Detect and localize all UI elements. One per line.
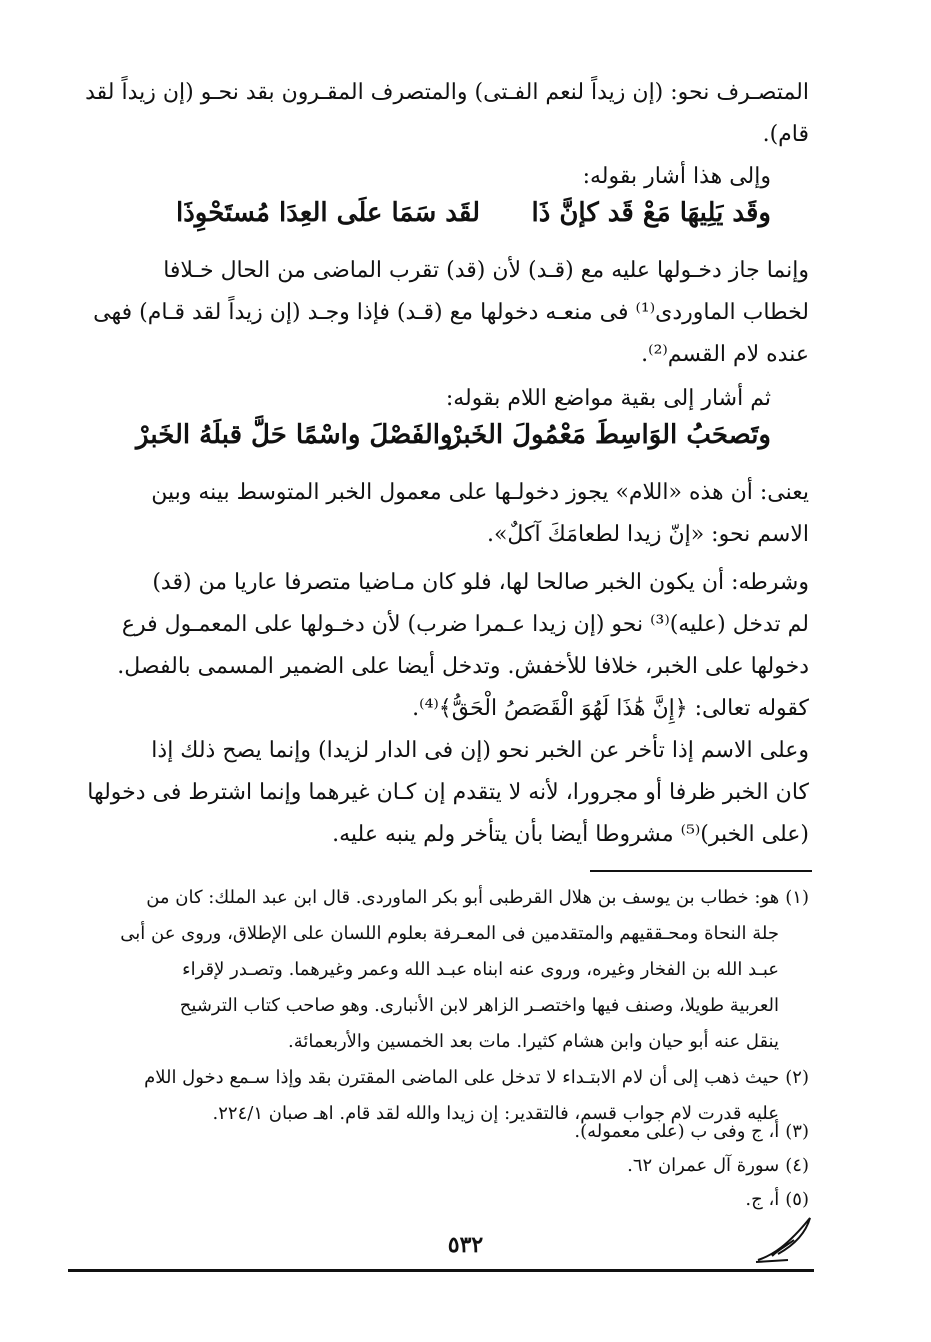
footnote-text: العربية طويلا، وصنف فيها واختصـر الزاهر لابن الأنبارى. وهو صاحب كتاب الترشيح [179, 995, 779, 1016]
paragraph-2 [67, 250, 809, 376]
footnote-text: جلة النحاة ومحـققيهم والمتقدمين فى المعـرفة بعلوم اللسان على الإطلاق، وروى عن أبى [120, 923, 779, 944]
verse-intro-2 [29, 378, 771, 420]
text-line: قام). [762, 122, 809, 147]
text-line: لم تدخل (عليه)⁽³⁾ نحو (إن زيدا عـمرا ضرب) لأن دخـولها على المعمـول فرع [121, 612, 809, 637]
verse-1-right-hemistich: وقَد يَلِيهَا مَعْ قَد كإنَّ ذَا [531, 198, 771, 228]
paragraph-3 [67, 472, 809, 556]
footnote-separator [590, 870, 812, 872]
text-line: وشرطه: أن يكون الخبر صالحا لها، فلو كان مـاضيا متصرفا عاريا من (قد) [152, 570, 809, 595]
page-number: ٥٣٢ [447, 1232, 484, 1258]
footnote-text: عبـد الله بن الفخار وغيره، وروى عنه ابناه عبـد الله وعمر وغيرهما. وتصـدر لإقراء [182, 959, 779, 980]
text-line: كقوله تعالى: ﴿إِنَّ هَٰذَا لَهُوَ الْقَصَصُ الْحَقُّ﴾⁽⁴⁾. [412, 696, 809, 721]
text-line: الاسم نحو: «إنّ زيدا لطعامَكَ آكلٌ». [486, 522, 809, 547]
verse-intro-1 [29, 156, 771, 198]
footnote-number: (١) [785, 887, 809, 908]
paragraph-5 [67, 730, 809, 856]
text-line: ثم أشار إلى بقية مواضع اللام بقوله: [445, 386, 771, 411]
text-line: (على الخبر)⁽⁵⁾ مشروطا أيضا بأن يتأخر ولم ينبه عليه. [332, 822, 809, 847]
bottom-rule [68, 1269, 814, 1272]
footnote-text: سورة آل عمران ٦٢. [627, 1155, 780, 1176]
footnote-3 [67, 1114, 809, 1150]
paragraph-4 [67, 562, 809, 730]
text-line: وعلى الاسم إذا تأخر عن الخبر نحو (إن فى الدار لزيدا) وإنما يصح ذلك إذا [151, 738, 809, 763]
verse-2-right-hemistich: وتَصحَبُ الوَاسِطَ مَعْمُولَ الخَبرْ [448, 420, 771, 450]
text-line: لخطاب الماوردى⁽¹⁾ فى منعـه دخولها مع (قـد) فإذا وجـد (إن زيداً لقد قـام) فهى [93, 300, 809, 325]
footnote-text: أ، ج. [745, 1189, 780, 1210]
footnote-text: ينقل عنه أبو حيان وابن هشام كثيرا. مات بعد الخمسين والأربعمائة. [288, 1031, 779, 1052]
verse-1-left-hemistich: لقَد سَمَا علَى العِدَا مُستَحْوِذَا [176, 198, 481, 228]
footnote-number: (٥) [785, 1189, 809, 1210]
text-line: كان الخبر ظرفا أو مجرورا، لأنه لا يتقدم إن كـان غيرهما وإنما اشترط فى دخولها [87, 780, 809, 805]
footnote-text: عليه قدرت لام جواب قسم، فالتقدير: إن زيدا والله لقد قام. اهـ صبان ٢٢٤/١. [212, 1103, 779, 1124]
text-line: يعنى: أن هذه «اللام» يجوز دخولـها على معمول الخبر المتوسط بينه وبين [151, 480, 809, 505]
verse-2-left-hemistich: والفَصْلَ واسْمًا حَلَّ قبلَهُ الخَبرْ [136, 420, 453, 450]
footnote-text: حيث ذهب إلى أن لام الابتـداء لا تدخل على الماضى المقترن بقد وإذا سـمع دخول اللام [144, 1067, 780, 1088]
text-line: المتصـرف نحو: (إن زيداً لنعم الفـتى) والمتصرف المقـرون بقد نحـو (إن زيداً لقد [85, 80, 809, 105]
footnote-number: (٤) [785, 1155, 809, 1176]
text-line: وإنما جاز دخـولها عليه مع (قـد) لأن (قد) تقرب الماضى من الحال خـلافا [163, 258, 809, 283]
text-line: وإلى هذا أشار بقوله: [582, 164, 771, 189]
footnote-4 [67, 1148, 809, 1184]
footnote-5 [67, 1182, 809, 1218]
paragraph-1 [67, 72, 809, 156]
text-line: عنده لام القسم⁽²⁾. [641, 342, 809, 367]
footnote-1 [67, 880, 809, 1060]
footnote-number: (٢) [785, 1067, 809, 1088]
text-line: دخولها على الخبر، خلافا للأخفش. وتدخل أيضا على الضمير المسمى بالفصل. [117, 654, 809, 679]
footnote-text: هو: خطاب بن يوسف بن هلال القرطبى أبو بكر الماوردى. قال ابن عبد الملك: كان من [146, 887, 780, 908]
footnote-text: أ، ج وفى ب (على معموله). [574, 1121, 780, 1142]
footnote-number: (٣) [785, 1121, 809, 1142]
